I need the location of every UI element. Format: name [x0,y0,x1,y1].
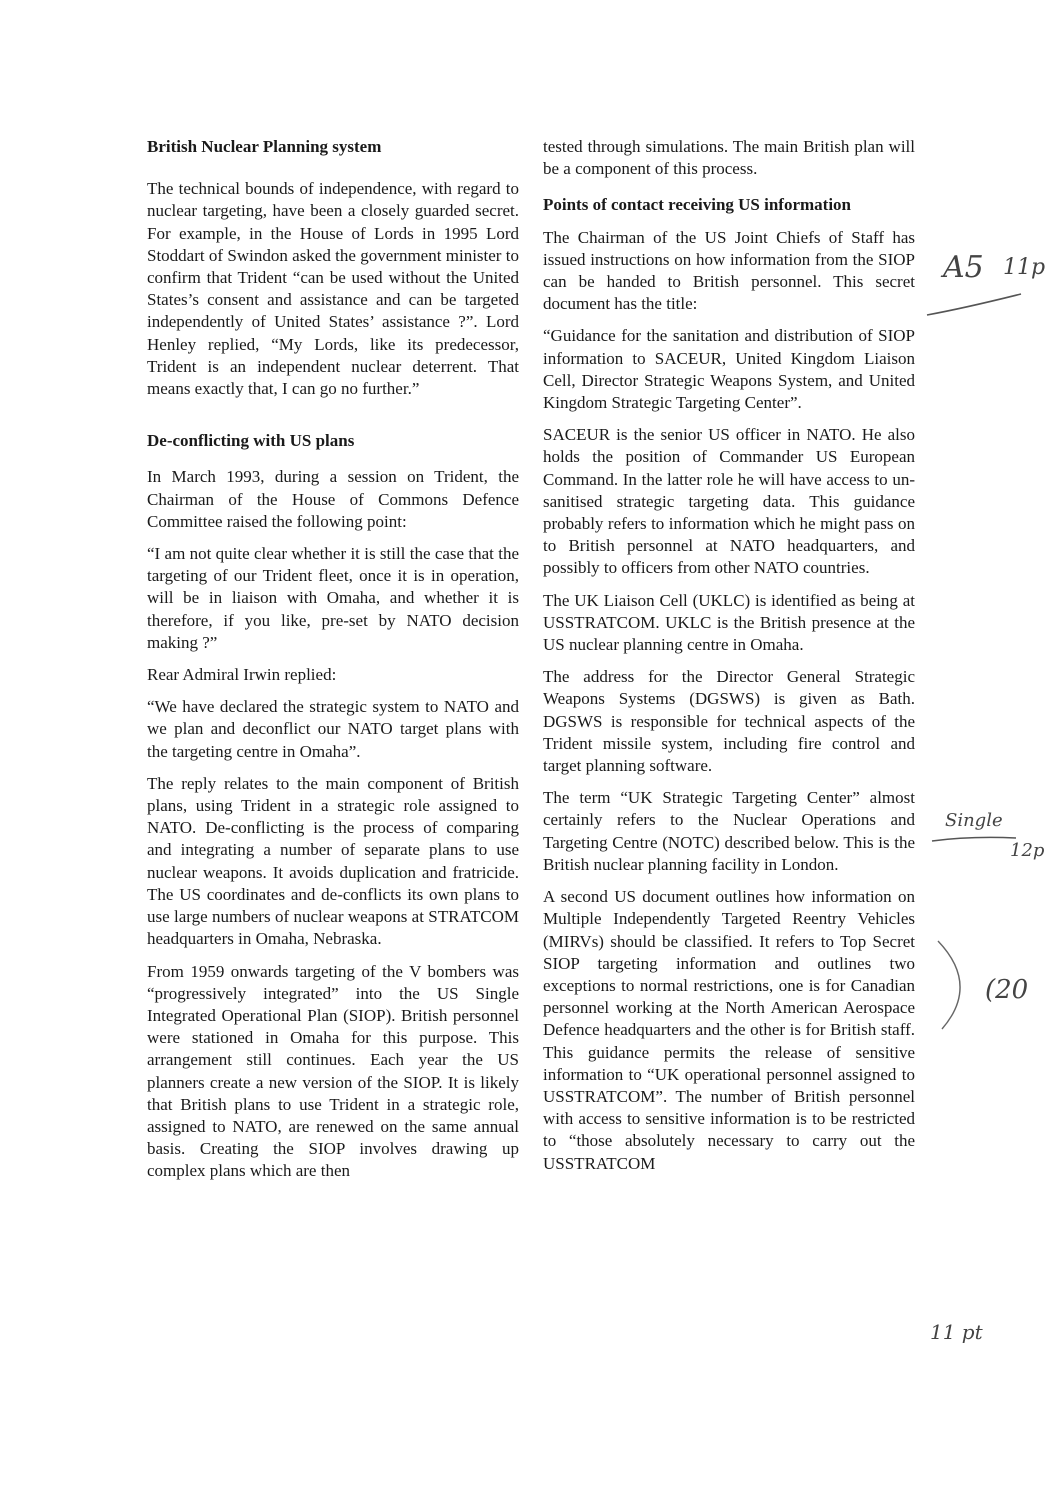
heading-points-of-contact: Points of contact receiving US information [543,195,852,215]
right-column [543,136,915,1175]
left-column [147,136,519,1183]
paragraph: The technical bounds of independence, with regard to nuclear targeting, have been a closely guarded secret. For example, in the House of Lords in 1995 Lord Stoddart of Swindon asked the government minister to confirm that Trident “can be used without the United States’s consent and assistance and can be targeted independently of United States’ assistance ?”. Lord Henley replied, “My Lords, like its predecessor, Trident is an independent nuclear deterrent. That means exactly that, I can go no further.” [147,179,519,399]
handwritten-note: Single [945,810,1003,831]
paragraph: SACEUR is the senior US officer in NATO. He also holds the position of Commander US European Command. In the latter role he will have access to un-sanitised strategic targeting data. This guidance probably refers to information which he might pass on to British personnel at NATO headquarters, and possibly to officers from other NATO countries. [543,425,915,578]
handwritten-bracket [932,935,982,1035]
heading-british-nuclear-planning: British Nuclear Planning system [147,137,382,156]
quote-paragraph: “I am not quite clear whether it is still the case that the targeting of our Trident fleet, once it is in operation, will be in liaison with Omaha, and whether it is therefore, if you like, pre-set by NATO decision making ?” [147,544,519,652]
paragraph: The term “UK Strategic Targeting Center” almost certainly refers to the Nuclear Operations and Targeting Centre (NOTC) described below. This is the British nuclear planning facility in London. [543,788,915,874]
handwritten-note: 12p [1010,840,1045,861]
quote-paragraph: “We have declared the strategic system to NATO and we plan and deconflict our NATO target plans with the targeting centre in Omaha”. [147,697,519,761]
handwritten-note: (20 [985,975,1029,1005]
handwritten-underline [930,832,1020,846]
handwritten-note: 11 pt [930,1320,983,1344]
paragraph: The UK Liaison Cell (UKLC) is identified as being at USSTRATCOM. UKLC is the British presence at the US nuclear planning centre in Omaha. [543,590,915,655]
handwritten-underline [925,290,1025,320]
handwritten-note: A5 [943,250,984,285]
paragraph: tested through simulations. The main British plan will be a component of this process. [543,137,915,179]
paragraph: In March 1993, during a session on Trident, the Chairman of the House of Commons Defence Committee raised the following point: [147,467,519,531]
paragraph: The address for the Director General Strategic Weapons Systems (DGSWS) is given as Bath. DGSWS is responsible for technical aspects of the Trident missile system, including fire control and target planning software. [543,667,915,776]
paragraph: A second US document outlines how information on Multiple Independently Targeted Reentry Vehicles (MIRVs) should be classified. It refers to Top Secret SIOP targeting information and outlines two exceptions to normal restrictions, one is for Canadian personnel working at the North American Aerospace Defence headquarters and the other is for British staff. This guidance permits the release of sensitive information to “UK operational personnel assigned to USSTRATCOM”. The number of British personnel with access to sensitive information is to be restricted to “those absolutely necessary to carry out the USSTRATCOM [543,887,915,1173]
paragraph: Rear Admiral Irwin replied: [147,665,337,685]
handwritten-note: 11p [1003,255,1046,280]
quote-paragraph: “Guidance for the sanitation and distribution of SIOP information to SACEUR, United Kingdom Liaison Cell, Director Strategic Weapons System, and United Kingdom Strategic Targeting Center”. [543,326,915,413]
paragraph: The Chairman of the US Joint Chiefs of Staff has issued instructions on how information from the SIOP can be handed to British personnel. This secret document has the title: [543,227,915,314]
paragraph: From 1959 onwards targeting of the V bombers was “progressively integrated” into the US Single Integrated Operational Plan (SIOP). British personnel were stationed in Omaha for this purpose. This arrangement still continues. Each year the US planners create a new version of the SIOP. It is likely that British plans to use Trident in a strategic role, assigned to NATO, are renewed on the same annual basis. Creating the SIOP involves drawing up complex plans which are then [147,961,519,1181]
paragraph: The reply relates to the main component of British plans, using Trident in a strategic role assigned to NATO. De-conflicting is the process of comparing and integrating a number of separate plans to use nuclear weapons. It avoids duplication and fratricide. The US coordinates and de-conflicts its own plans to use large numbers of nuclear weapons at STRATCOM headquarters in Omaha, Nebraska. [147,773,519,949]
heading-de-conflicting: De-conflicting with US plans [147,431,355,451]
